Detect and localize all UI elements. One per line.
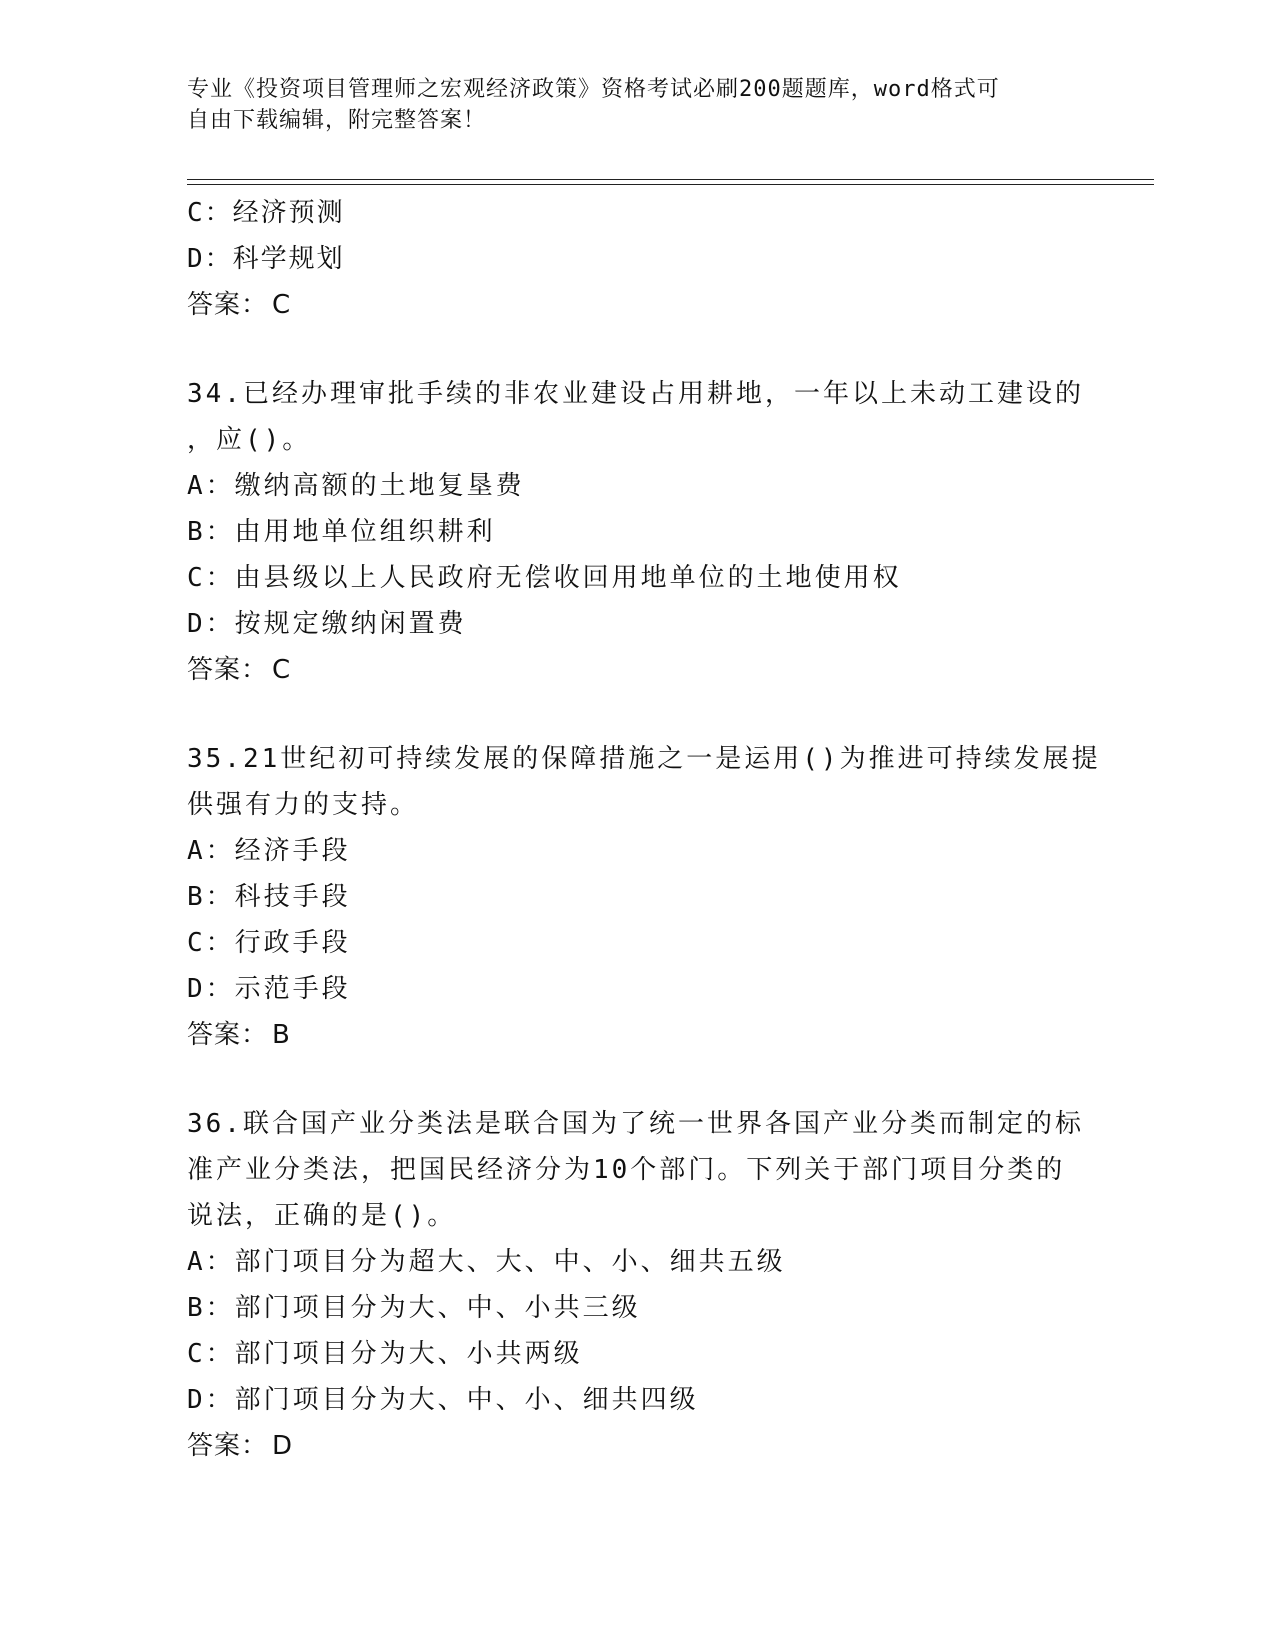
- answer-label: 答案：: [187, 1431, 269, 1461]
- option-c: C：经济预测: [187, 198, 345, 228]
- option-d: D：按规定缴纳闲置费: [187, 609, 467, 639]
- answer-line: [187, 1012, 1087, 1058]
- question-36: [187, 1101, 1087, 1469]
- previous-question-tail: [187, 190, 1087, 328]
- question-34: [187, 371, 1087, 693]
- question-stem-line: ，应()。: [187, 425, 312, 455]
- answer-label: 答案：: [187, 1020, 269, 1050]
- question-stem-line: 34.已经办理审批手续的非农业建设占用耕地，一年以上未动工建设的: [187, 379, 1084, 409]
- option-b: B：部门项目分为大、中、小共三级: [187, 1293, 641, 1323]
- option-d: D：科学规划: [187, 244, 345, 274]
- answer-label: 答案：: [187, 290, 269, 320]
- option-a: A：经济手段: [187, 836, 351, 866]
- question-stem-line: 36.联合国产业分类法是联合国为了统一世界各国产业分类而制定的标: [187, 1109, 1084, 1139]
- option-b: B：科技手段: [187, 882, 351, 912]
- answer-value: B: [272, 1020, 291, 1050]
- option-a: A：缴纳高额的土地复垦费: [187, 471, 525, 501]
- option-c: C：由县级以上人民政府无偿收回用地单位的土地使用权: [187, 563, 902, 593]
- answer-value: D: [272, 1431, 294, 1461]
- question-stem-line: 说法，正确的是()。: [187, 1201, 457, 1231]
- question-stem-line: 供强有力的支持。: [187, 790, 420, 820]
- document-header: [187, 74, 1067, 136]
- answer-line: [187, 282, 1087, 328]
- answer-value: C: [272, 290, 292, 320]
- header-line-1: 专业《投资项目管理师之宏观经济政策》资格考试必刷200题题库，word格式可: [187, 77, 1000, 102]
- document-body: [187, 190, 1101, 1469]
- option-d: D：部门项目分为大、中、小、细共四级: [187, 1385, 699, 1415]
- header-divider-bottom: [187, 184, 1154, 185]
- question-stem-line: 准产业分类法，把国民经济分为10个部门。下列关于部门项目分类的: [187, 1155, 1066, 1185]
- option-b: B：由用地单位组织耕利: [187, 517, 496, 547]
- answer-value: C: [272, 655, 292, 685]
- answer-label: 答案：: [187, 655, 269, 685]
- option-a: A：部门项目分为超大、大、中、小、细共五级: [187, 1247, 786, 1277]
- answer-line: [187, 647, 1087, 693]
- answer-line: [187, 1423, 1087, 1469]
- question-35: [187, 736, 1101, 1058]
- header-line-2: 自由下载编辑，附完整答案！: [187, 108, 487, 133]
- option-c: C：部门项目分为大、小共两级: [187, 1339, 583, 1369]
- header-divider-top: [187, 179, 1154, 180]
- question-stem-line: 35.21世纪初可持续发展的保障措施之一是运用()为推进可持续发展提: [187, 744, 1101, 774]
- option-d: D：示范手段: [187, 974, 351, 1004]
- option-c: C：行政手段: [187, 928, 351, 958]
